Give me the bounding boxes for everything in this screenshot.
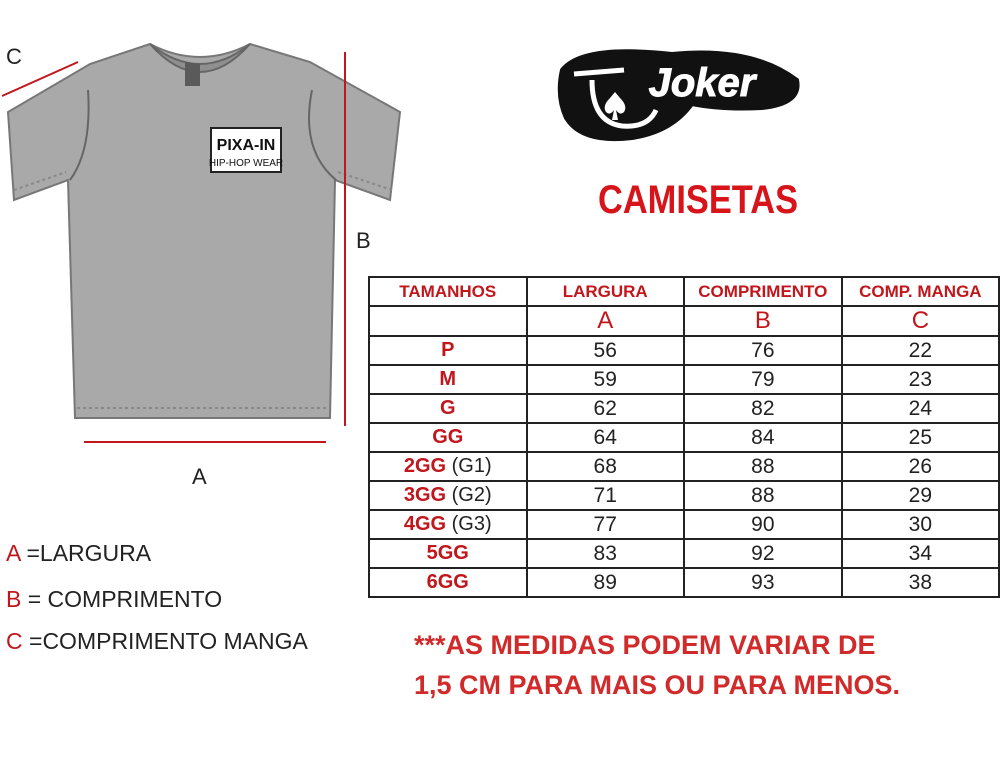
measurement-note-line1: ***AS MEDIDAS PODEM VARIAR DE	[414, 630, 876, 660]
dimension-label-a: A	[192, 464, 207, 489]
header-comprimento: COMPRIMENTO	[684, 277, 842, 306]
size-cell	[369, 394, 527, 423]
table-row	[369, 365, 999, 394]
table-row	[369, 394, 999, 423]
manga-cell: 23	[842, 365, 999, 394]
manga-cell: 26	[842, 452, 999, 481]
size-label: 6GG	[426, 571, 469, 593]
dimension-label-c: C	[6, 44, 22, 69]
largura-cell: 56	[527, 336, 684, 365]
legend-text-b: = COMPRIMENTO	[21, 586, 223, 612]
table-row	[369, 423, 999, 452]
size-label: 5GG	[426, 542, 469, 564]
legend-key-a: A	[6, 540, 21, 566]
header-largura: LARGURA	[527, 277, 684, 306]
comprimento-cell: 93	[684, 568, 842, 597]
size-label: GG	[432, 426, 464, 448]
size-cell	[369, 452, 527, 481]
size-label: 3GG	[403, 484, 447, 506]
largura-cell: 62	[527, 394, 684, 423]
largura-cell: 89	[527, 568, 684, 597]
size-label: 2GG	[403, 455, 447, 477]
size-cell	[369, 510, 527, 539]
table-row	[369, 336, 999, 365]
letter-b: B	[684, 306, 842, 336]
measurement-note-line2: 1,5 CM PARA MAIS OU PARA MENOS.	[414, 670, 901, 700]
legend-comprimento-manga	[6, 628, 308, 655]
largura-cell: 71	[527, 481, 684, 510]
largura-cell: 64	[527, 423, 684, 452]
largura-cell: 59	[527, 365, 684, 394]
size-cell	[369, 539, 527, 568]
dimension-label-b: B	[356, 228, 371, 253]
page-title: CAMISETAS	[598, 178, 799, 222]
chest-print-line1: PIXA-IN	[216, 137, 276, 154]
legend-largura	[6, 540, 151, 567]
size-cell	[369, 481, 527, 510]
brand-logo	[552, 40, 807, 150]
manga-cell: 29	[842, 481, 999, 510]
size-cell	[369, 568, 527, 597]
manga-cell: 30	[842, 510, 999, 539]
size-cell	[369, 336, 527, 365]
size-table	[368, 276, 1000, 598]
table-row	[369, 452, 999, 481]
size-label: M	[439, 368, 457, 390]
largura-cell: 68	[527, 452, 684, 481]
table-row	[369, 481, 999, 510]
logo-text: Joker	[648, 61, 756, 105]
size-label: G	[439, 397, 456, 419]
comprimento-cell: 88	[684, 452, 842, 481]
manga-cell: 38	[842, 568, 999, 597]
size-alt: (G2)	[446, 484, 492, 506]
legend-key-b: B	[6, 586, 22, 612]
comprimento-cell: 76	[684, 336, 842, 365]
header-tamanhos: TAMANHOS	[369, 277, 527, 306]
manga-cell: 22	[842, 336, 999, 365]
size-cell	[369, 423, 527, 452]
comprimento-cell: 79	[684, 365, 842, 394]
legend-comprimento	[6, 586, 222, 613]
size-label: P	[441, 339, 455, 361]
manga-cell: 34	[842, 539, 999, 568]
table-row	[369, 568, 999, 597]
table-letter-row	[369, 306, 999, 336]
legend-key-c: C	[6, 628, 23, 654]
table-header-row	[369, 277, 999, 306]
legend-text-c: =COMPRIMENTO MANGA	[22, 628, 308, 654]
letter-c: C	[842, 306, 999, 336]
table-row	[369, 510, 999, 539]
header-comp-manga: COMP. MANGA	[842, 277, 999, 306]
tshirt-body	[8, 44, 400, 418]
letter-a: A	[527, 306, 684, 336]
comprimento-cell: 90	[684, 510, 842, 539]
letter-empty	[369, 306, 527, 336]
size-cell	[369, 365, 527, 394]
largura-cell: 77	[527, 510, 684, 539]
manga-cell: 25	[842, 423, 999, 452]
manga-cell: 24	[842, 394, 999, 423]
comprimento-cell: 92	[684, 539, 842, 568]
table-row	[369, 539, 999, 568]
legend-text-a: =LARGURA	[20, 540, 152, 566]
comprimento-cell: 88	[684, 481, 842, 510]
largura-cell: 83	[527, 539, 684, 568]
comprimento-cell: 84	[684, 423, 842, 452]
chest-print-line2: HIP-HOP WEAR	[208, 158, 284, 169]
size-label: 4GG	[403, 513, 447, 535]
size-alt: (G3)	[446, 513, 492, 535]
comprimento-cell: 82	[684, 394, 842, 423]
size-alt: (G1)	[446, 455, 492, 477]
